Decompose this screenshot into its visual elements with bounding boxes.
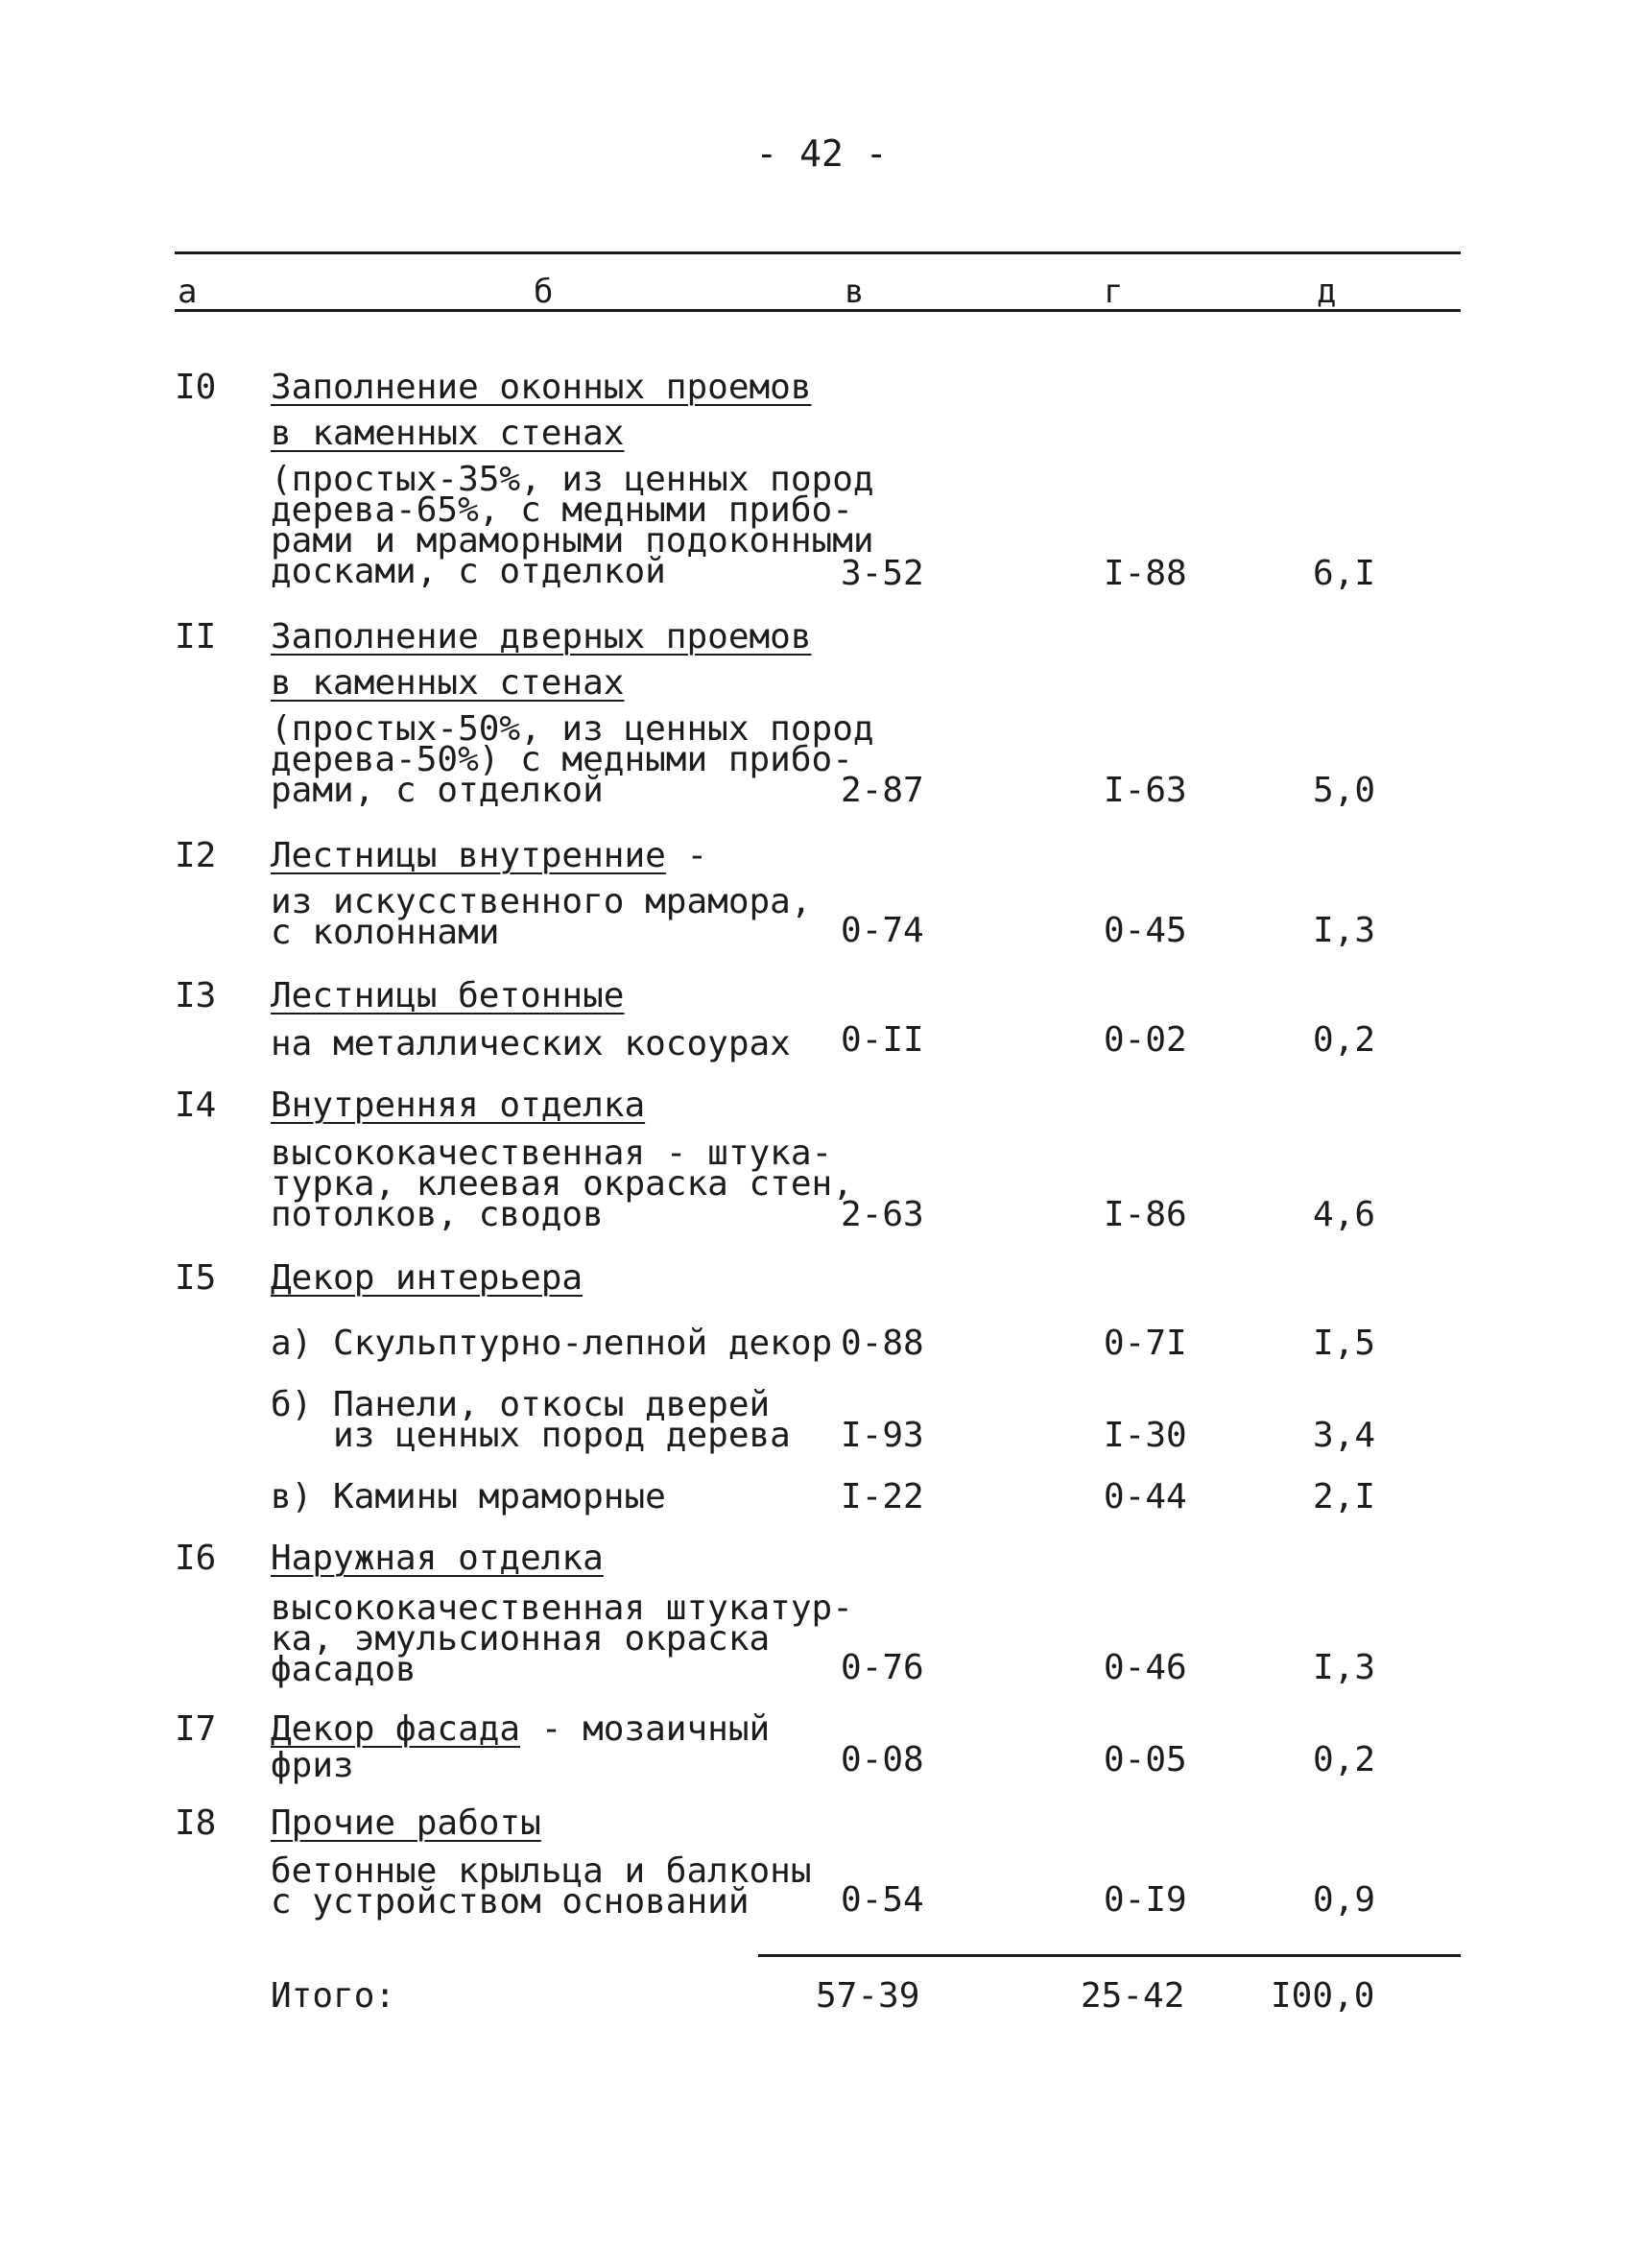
column-header-d: д [1317,273,1337,311]
row-number: I4 [175,1086,217,1125]
row-description: высококачественная штукатур- ка, эмульсионная окраска фасадов [271,1588,853,1689]
value-v: 0-II [841,1020,924,1060]
value-d: I,5 [1313,1324,1376,1363]
value-g: 0-05 [1104,1740,1187,1779]
column-header-b: б [534,273,554,311]
total-rule [758,1954,1461,1957]
value-v: 0-76 [841,1648,924,1687]
value-g: I-86 [1104,1195,1187,1234]
total-d: I00,0 [1271,1976,1375,2016]
value-v: 0-74 [841,911,924,950]
value-g: 0-44 [1104,1477,1187,1516]
row-number: I0 [175,368,217,407]
row-title-suffix: - мозаичный [520,1709,771,1749]
row-title-text: Лестницы внутренние [271,836,666,875]
value-d: 2,I [1313,1477,1376,1516]
page-number: - 42 - [755,132,888,175]
row-title-text: Декор фасада [271,1709,521,1749]
row-description: из искусственного мрамора, с колоннами [271,882,812,952]
row-title [271,1540,604,1578]
value-v: 2-87 [841,771,924,810]
header-rule-top [175,251,1461,254]
row-description: на металлических косоурах [271,1024,791,1063]
value-d: 6,I [1313,554,1376,593]
row-title [271,837,707,875]
row-number: I6 [175,1539,217,1578]
row-title [271,618,812,657]
value-d: 0,2 [1313,1020,1376,1060]
row-title-text: Внутренняя отделка [271,1086,646,1125]
value-v: 0-88 [841,1324,924,1363]
row-subtitle-text: в каменных стенах [271,414,625,453]
row-number: I8 [175,1803,217,1843]
row-title [271,1086,645,1125]
total-v: 57-39 [816,1976,920,2016]
row-description: фриз [271,1746,354,1785]
row-title-text: Заполнение оконных проемов [271,368,812,407]
value-g: 0-45 [1104,911,1187,950]
value-v: 3-52 [841,554,924,593]
value-v: 2-63 [841,1195,924,1234]
total-label: Итого: [271,1976,396,2016]
row-title-text: Наружная отделка [271,1539,604,1578]
value-d: 0,2 [1313,1740,1376,1779]
value-d: I,3 [1313,1648,1376,1687]
row-description: высококачественная - штука- турка, клеевая окраска стен, потолков, сводов [271,1134,853,1234]
row-description: (простых-50%, из ценных пород дерева-50%) с медными прибо- рами, с отделкой [271,709,874,810]
row-number: I2 [175,836,217,875]
value-g: I-63 [1104,771,1187,810]
row-title [271,977,624,1015]
value-g: I-30 [1104,1416,1187,1455]
column-header-a: а [178,273,198,311]
row-subtitle-text: в каменных стенах [271,663,625,703]
row-title [271,1710,770,1749]
row-title [271,1804,541,1843]
row-title-text: Декор интерьера [271,1258,583,1298]
row-description: (простых-35%, из ценных пород дерева-65%, с медными прибо- рами и мраморными подоконными досками, с отделкой [271,460,874,591]
row-number: I5 [175,1258,217,1298]
column-header-v: в [845,273,865,311]
value-g: 0-I9 [1104,1880,1187,1920]
column-header-g: г [1104,273,1124,311]
row-description: а) Скульптурно-лепной декор [271,1324,833,1363]
value-v: 0-54 [841,1880,924,1920]
row-description: в) Камины мраморные [271,1477,666,1516]
row-subtitle [271,415,624,453]
row-description: бетонные крыльца и балконы с устройством оснований [271,1851,812,1922]
value-v: I-93 [841,1416,924,1455]
header-rule-bottom [175,309,1461,312]
value-g: 0-02 [1104,1020,1187,1060]
value-v: I-22 [841,1477,924,1516]
row-number: I7 [175,1709,217,1749]
row-number: II [175,617,217,657]
row-subtitle [271,664,624,703]
row-title-text: Заполнение дверных проемов [271,617,812,657]
row-title [271,1259,583,1298]
row-title [271,369,812,407]
row-title-text: Лестницы бетонные [271,976,625,1015]
value-g: 0-7I [1104,1324,1187,1363]
value-v: 0-08 [841,1740,924,1779]
value-g: I-88 [1104,554,1187,593]
value-d: 4,6 [1313,1195,1376,1234]
value-d: 5,0 [1313,771,1376,810]
row-title-suffix: - [665,836,708,875]
row-description: б) Панели, откосы дверей из ценных пород дерева [271,1385,791,1455]
value-d: 0,9 [1313,1880,1376,1920]
total-g: 25-42 [1081,1976,1185,2016]
row-number: I3 [175,976,217,1015]
row-title-text: Прочие работы [271,1803,541,1843]
value-g: 0-46 [1104,1648,1187,1687]
value-d: 3,4 [1313,1416,1376,1455]
value-d: I,3 [1313,911,1376,950]
